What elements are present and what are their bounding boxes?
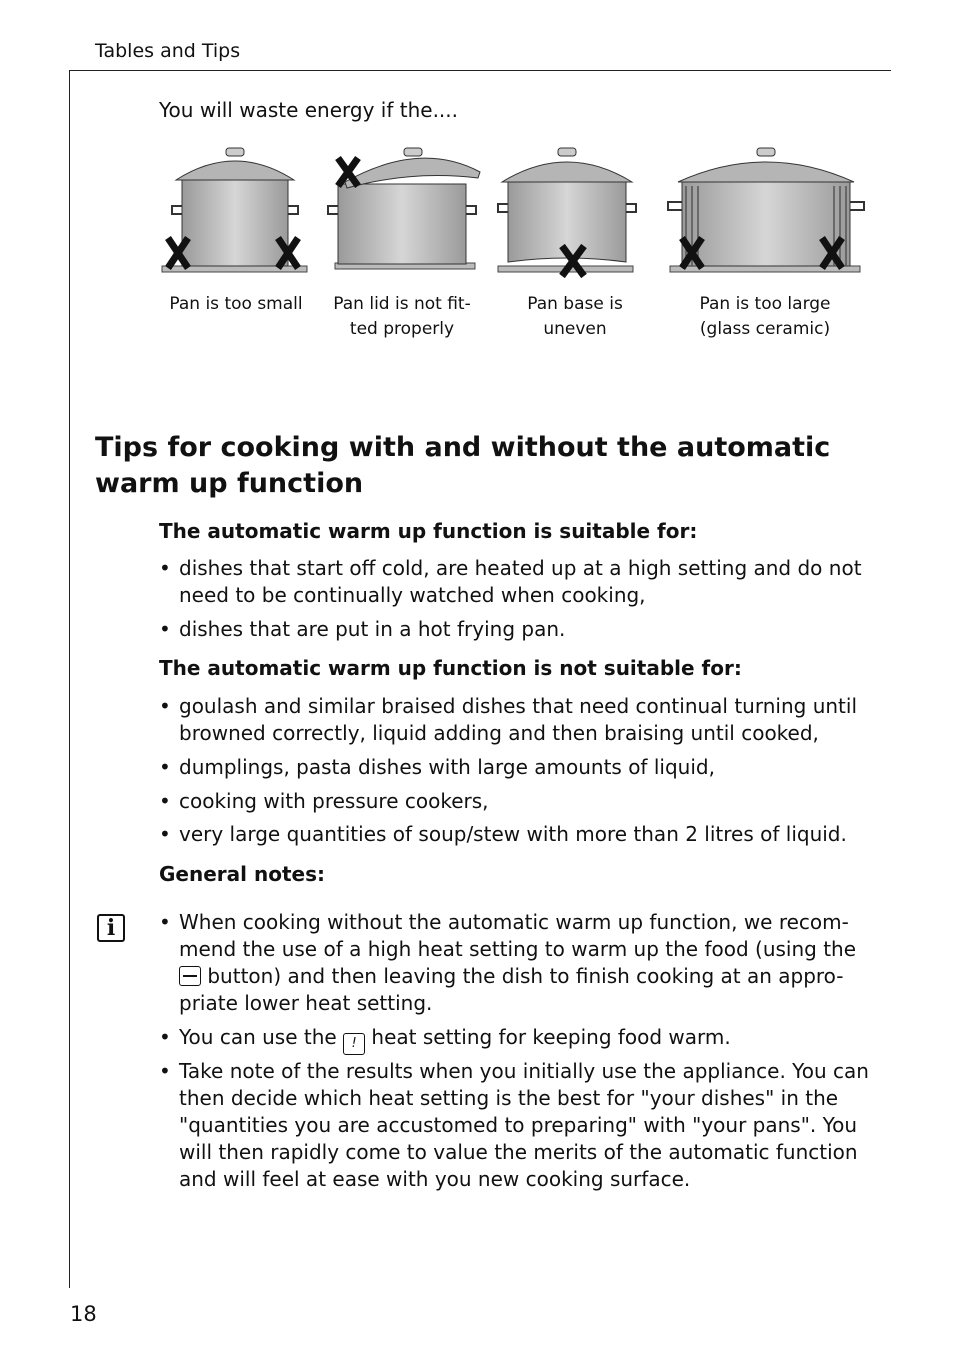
running-head: Tables and Tips (95, 40, 241, 62)
suitable-heading: The automatic warm up function is suitable for: (159, 519, 698, 543)
list-item: • very large quantities of soup/stew with more than 2 litres of liquid. (159, 822, 847, 846)
not-suitable-heading: The automatic warm up function is not suitable for: (159, 656, 742, 680)
list-item: • dishes that are put in a hot frying pan. (159, 617, 566, 641)
page-number: 18 (70, 1302, 97, 1326)
page-title: Tips for cooking with and without the automatic warm up function (95, 432, 831, 499)
keep-warm-setting-icon: ! (343, 1033, 365, 1055)
pot-too-large-icon (668, 148, 864, 272)
energy-waste-illustration (150, 130, 870, 280)
caption-pan-too-large: Pan is too large (glass ceramic) (699, 294, 831, 339)
margin-rule (69, 70, 70, 1288)
caption-pan-too-small: Pan is too small (169, 294, 303, 314)
info-icon: i (97, 914, 125, 942)
list-item: • When cooking without the automatic warm up function, we recom- mend the use of a high heat setting to warm up the food (using the button) and then leaving the dish to finish cooking at an appro- priate lower heat setting. (159, 910, 857, 1015)
list-item: • cooking with pressure cookers, (159, 789, 489, 813)
caption-pan-lid: Pan lid is not fit- ted properly (333, 294, 471, 339)
pot-lid-not-fitted-icon (328, 148, 480, 269)
list-item: • You can use the ! heat setting for keeping food warm. (159, 1024, 869, 1055)
pot-uneven-base-icon (498, 148, 636, 276)
pot-too-small-icon (162, 148, 307, 272)
minus-button-icon (179, 966, 201, 986)
list-item: • goulash and similar braised dishes that need continual turning until browned correctly, liquid adding and then braising until cooked, (159, 694, 857, 745)
caption-pan-base: Pan base is uneven (527, 294, 623, 339)
energy-intro: You will waste energy if the.... (159, 98, 459, 122)
list-item: • dumplings, pasta dishes with large amounts of liquid, (159, 755, 715, 779)
list-item: • Take note of the results when you initially use the appliance. You can then decide which heat setting is the best for "your dishes" in the "quantities you are accustomed to preparing" with "your pans". You will then rapidly come to value the merits of the automatic function and will feel at ease with you new cooking surface. (159, 1059, 869, 1191)
header-rule (69, 70, 891, 71)
general-notes-heading: General notes: (159, 862, 325, 886)
list-item: • dishes that start off cold, are heated up at a high setting and do not need to be continually watched when cooking, (159, 556, 862, 607)
